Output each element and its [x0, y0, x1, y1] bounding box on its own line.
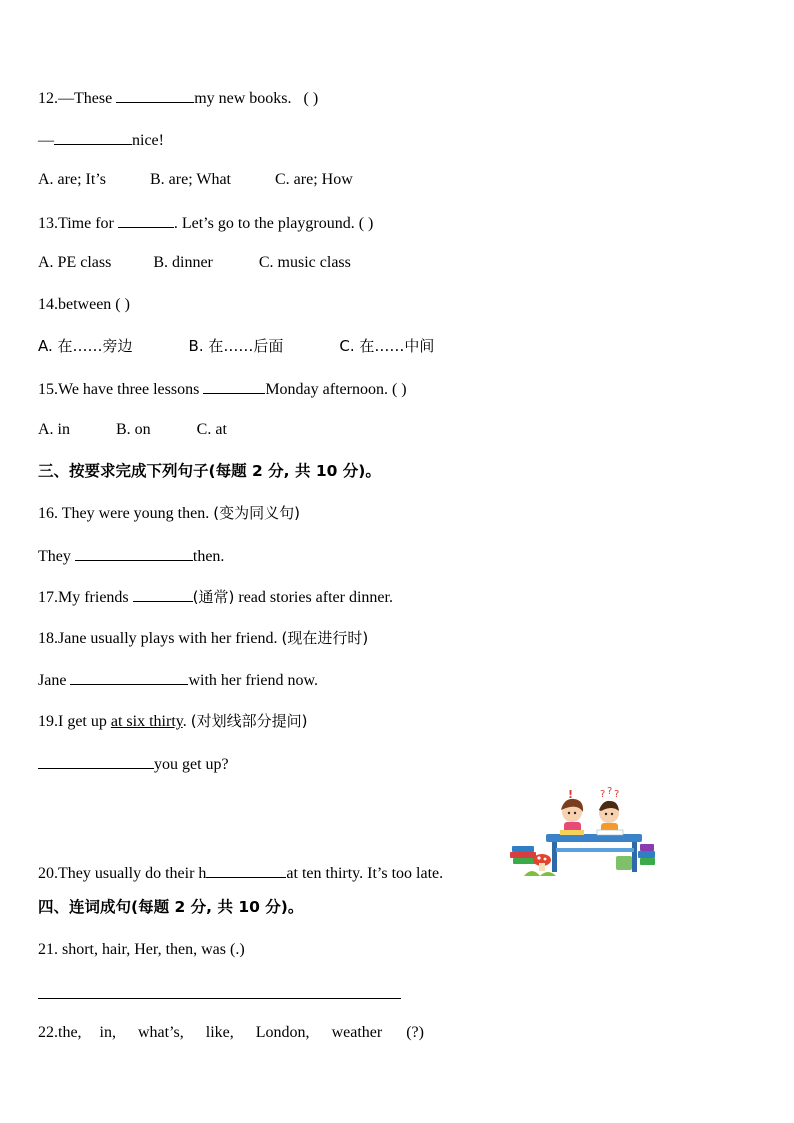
question-18-answer [38, 669, 318, 691]
q18-blank[interactable] [70, 669, 188, 685]
question-16-answer [38, 545, 224, 567]
svg-text:?: ? [600, 789, 606, 800]
q15-option-a[interactable]: A. in [38, 421, 70, 438]
q22-word: what’s, [138, 1024, 184, 1041]
q12-option-c[interactable]: C. are; How [275, 171, 353, 188]
q21-text: 21. short, hair, Her, then, was (.) [38, 941, 245, 958]
question-14-options [38, 336, 434, 356]
q15-text: 15.We have three lessons [38, 381, 204, 398]
question-16 [38, 503, 300, 524]
q19-answer-suffix: you get up? [154, 756, 229, 773]
q12-reply-dash: — [38, 132, 54, 149]
q15-blank[interactable] [203, 378, 265, 394]
question-20 [38, 862, 443, 884]
q17-hint: (通常) [192, 588, 235, 606]
svg-text:?: ? [614, 789, 620, 800]
q22-word: 22.the, [38, 1024, 82, 1041]
q19-text: 19.I get up [38, 713, 111, 730]
q19-blank[interactable] [38, 753, 154, 769]
q12-text: 12.—These [38, 90, 117, 107]
question-12-options [38, 170, 353, 190]
q16-text: 16. They were young then. [38, 505, 214, 522]
q17-text: 17.My friends [38, 589, 133, 606]
question-22 [38, 1023, 424, 1043]
q12-option-a[interactable]: A. are; It’s [38, 171, 106, 188]
q16-answer-suffix: then. [192, 548, 225, 565]
q13-text-end: . Let’s go to the playground. ( ) [173, 215, 374, 232]
svg-text:!: ! [568, 788, 574, 801]
question-19-answer [38, 753, 229, 775]
question-19 [38, 711, 307, 732]
q14-option-a[interactable]: A. 在……旁边 [38, 337, 133, 355]
question-21 [38, 940, 245, 960]
q20-text: 20.They usually do their h [38, 865, 207, 882]
kids-studying-illustration [504, 786, 658, 880]
q22-word: weather [331, 1024, 383, 1041]
q13-blank[interactable] [118, 212, 174, 228]
q12-blank-1[interactable] [116, 87, 194, 103]
svg-text:?: ? [607, 786, 613, 797]
q17-text-end: read stories after dinner. [234, 589, 393, 606]
question-13-options [38, 253, 351, 273]
q14-option-c[interactable]: C. 在……中间 [339, 337, 435, 355]
q15-option-c[interactable]: C. at [196, 421, 227, 438]
q12-text-mid: my new books. [194, 90, 292, 107]
question-12 [38, 87, 318, 109]
q12-option-b[interactable]: B. are; What [149, 171, 231, 188]
q18-answer-suffix: with her friend now. [188, 672, 319, 689]
q12-answer-paren[interactable]: ( ) [303, 90, 319, 107]
kids-studying-icon [504, 786, 658, 880]
q22-word: London, [255, 1024, 310, 1041]
q14-text: 14.between ( ) [38, 296, 130, 313]
q22-word: (?) [406, 1024, 424, 1041]
q12-reply-end: nice! [132, 132, 164, 149]
q15-option-b[interactable]: B. on [116, 421, 151, 438]
q20-text-end: at ten thirty. It’s too late. [286, 865, 444, 882]
q22-word: like, [205, 1024, 234, 1041]
section-3-title: 三、按要求完成下列句子(每题 2 分, 共 10 分)。 [38, 462, 381, 480]
q15-text-end: Monday afternoon. ( ) [265, 381, 407, 398]
q21-answer-line[interactable] [38, 998, 401, 999]
section-4-title: 四、连词成句(每题 2 分, 共 10 分)。 [38, 898, 304, 916]
q13-text: 13.Time for [38, 215, 118, 232]
question-17 [38, 586, 393, 608]
q17-blank[interactable] [133, 586, 193, 602]
q13-option-c[interactable]: C. music class [258, 254, 351, 271]
q16-blank[interactable] [75, 545, 193, 561]
question-12-reply [38, 129, 164, 151]
q18-instruction: (现在进行时) [281, 629, 369, 647]
q19-underlined-phrase: at six thirty [110, 713, 183, 730]
q19-period: . [182, 713, 191, 730]
question-18 [38, 628, 368, 649]
q14-option-b[interactable]: B. 在……后面 [188, 337, 284, 355]
q13-option-a[interactable]: A. PE class [38, 254, 112, 271]
q13-option-b[interactable]: B. dinner [153, 254, 213, 271]
q19-instruction: (对划线部分提问) [190, 712, 308, 730]
question-15-options [38, 420, 227, 440]
q20-blank[interactable] [206, 862, 286, 878]
question-13 [38, 212, 373, 234]
q22-word: in, [99, 1024, 116, 1041]
question-15 [38, 378, 407, 400]
q16-answer-prefix: They [38, 548, 75, 565]
question-14 [38, 295, 130, 315]
q16-instruction: (变为同义句) [213, 504, 300, 522]
q12-blank-2[interactable] [54, 129, 132, 145]
q18-text: 18.Jane usually plays with her friend. [38, 630, 282, 647]
q18-answer-prefix: Jane [38, 672, 71, 689]
